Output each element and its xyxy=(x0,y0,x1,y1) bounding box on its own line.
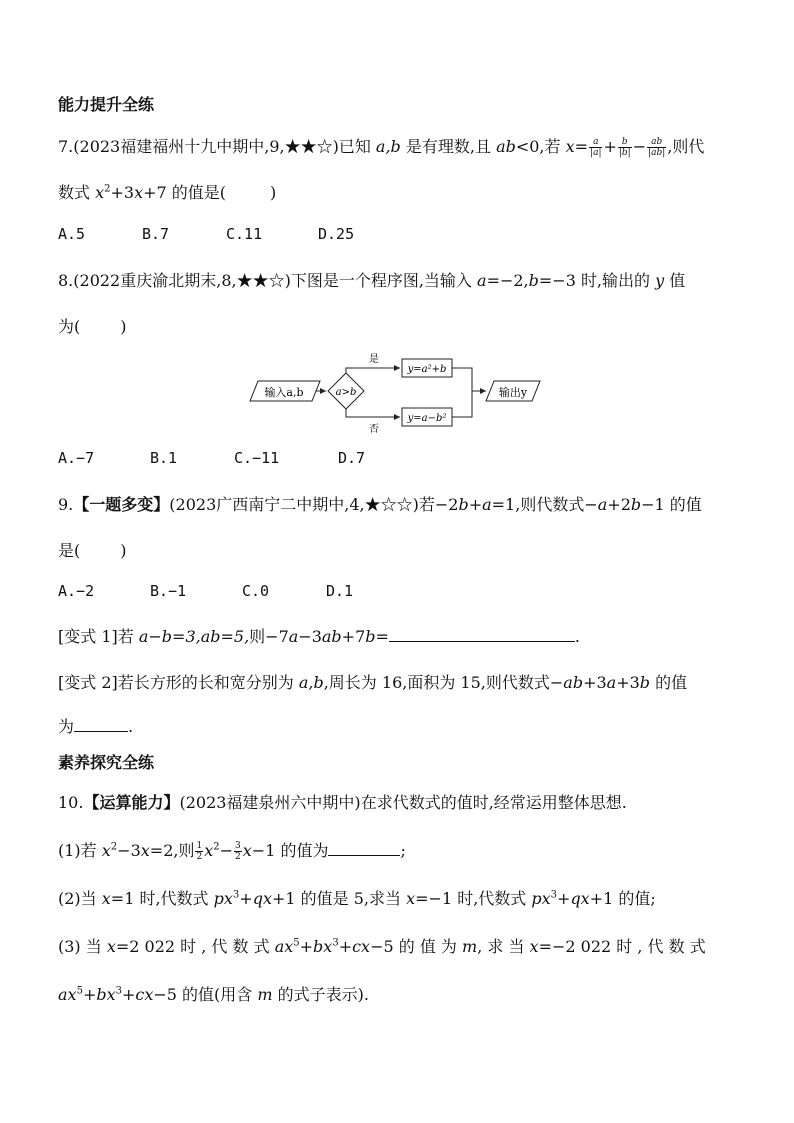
q9-var: ab xyxy=(321,627,342,646)
q8-text: 值 xyxy=(664,271,686,290)
q9-text: 若−2 xyxy=(418,495,459,514)
q7-fraction-2 xyxy=(618,137,632,158)
q9-tag: 【一题多变】 xyxy=(73,495,170,514)
q9-option-c: C.0 xyxy=(242,582,270,600)
q9-text: −3 xyxy=(298,627,322,646)
q10-fraction-1 xyxy=(195,841,203,862)
q8-options xyxy=(58,449,365,467)
q10-var: px xyxy=(213,889,233,908)
q9-text: +3 xyxy=(583,673,607,692)
q9-line1 xyxy=(58,492,702,515)
q8-option-b: B.1 xyxy=(150,449,178,467)
q10-text: + xyxy=(82,985,97,1004)
q9-text: +7 xyxy=(341,627,366,646)
frac-num: a xyxy=(589,137,602,148)
q10-part-3-line2 xyxy=(58,982,369,1005)
frac-num: b xyxy=(618,137,632,148)
frac-num: ab xyxy=(647,137,666,148)
q9-number: 9. xyxy=(58,495,74,514)
q10-text: =−1 时,代数式 xyxy=(415,889,532,908)
q9-text: [变式 1]若 xyxy=(58,627,139,646)
q7-option-a: A.5 xyxy=(58,225,86,243)
q9-var: b xyxy=(458,495,469,514)
frac-num: 1 xyxy=(196,841,203,851)
q9-var: ab xyxy=(563,673,584,692)
q10-var: m xyxy=(257,985,273,1004)
q9-text: ,周长为 16,面积为 15,则代数式− xyxy=(323,673,564,692)
q10-var: px xyxy=(531,889,551,908)
q9-option-b: B.−1 xyxy=(150,582,187,600)
q9-text: +3 xyxy=(616,673,640,692)
q9-var: b xyxy=(639,673,651,692)
q10-text: + xyxy=(299,937,314,956)
q9-text: [变式 2]若长方形的长和宽分别为 xyxy=(58,673,299,692)
q9-options xyxy=(58,582,353,600)
q9-text: =1,则代数式− xyxy=(491,495,598,514)
q10-part-2 xyxy=(58,886,656,909)
q9-text: . xyxy=(128,717,134,736)
q9-variant-2 xyxy=(58,670,687,693)
q8-number: 8. xyxy=(58,271,74,290)
q10-var: bx xyxy=(313,937,333,956)
q7-text: +3 xyxy=(110,183,135,202)
q10-text: −5 的 值 为 xyxy=(370,937,463,956)
q8-text: 下图是一个程序图,当输入 xyxy=(290,271,478,290)
q9-text: + xyxy=(468,495,483,514)
flow-arrow-no xyxy=(346,409,400,417)
flow-top-label: y=a²+b xyxy=(407,364,447,375)
q10-text: + xyxy=(239,889,253,908)
q10-var: qx xyxy=(252,889,272,908)
flow-bottom-label: y=a−b² xyxy=(407,413,447,424)
q10-part-3 xyxy=(58,934,706,957)
q7-var: x xyxy=(565,137,575,156)
q10-exp: 3 xyxy=(332,937,339,949)
q10-text: , 求 当 xyxy=(477,937,530,956)
q10-exp: 3 xyxy=(115,985,122,997)
q7-option-b: B.7 xyxy=(142,225,170,243)
flow-yes-label: 是 xyxy=(369,354,379,365)
q8-option-c: C.−11 xyxy=(234,449,280,467)
q10-exp: 5 xyxy=(293,937,300,949)
q9-text: +2 xyxy=(607,495,631,514)
q8-line2 xyxy=(58,314,127,337)
q10-line1 xyxy=(58,790,627,813)
q10-var: x xyxy=(204,841,214,860)
frac-den: 2 xyxy=(196,852,203,862)
q9-text: = xyxy=(375,627,389,646)
q8-source: (2022重庆渝北期末,8,★★☆) xyxy=(73,271,291,290)
q7-fraction-3 xyxy=(647,137,666,158)
q9-var: b xyxy=(365,627,376,646)
q10-text: − xyxy=(219,841,234,860)
answer-blank[interactable] xyxy=(74,717,128,732)
q9-var: a xyxy=(597,495,608,514)
q9-var: a−b=3,ab=5, xyxy=(138,627,250,646)
q10-part-1 xyxy=(58,838,406,862)
q9-text: ) xyxy=(120,541,127,560)
q10-exp: 5 xyxy=(76,985,83,997)
q7-options xyxy=(58,225,354,243)
q10-var: x xyxy=(101,889,111,908)
q7-option-d: D.25 xyxy=(318,225,355,243)
q10-text: +1 的值; xyxy=(589,889,656,908)
q10-var: ax xyxy=(274,937,294,956)
q10-text: −5 的值(用含 xyxy=(153,985,258,1004)
q8-text: 为( xyxy=(58,317,81,336)
frac-den: |ab| xyxy=(648,148,666,158)
q7-exp: 2 xyxy=(104,183,111,195)
q10-var: m xyxy=(462,937,478,956)
q7-var: a,b xyxy=(375,137,401,156)
q7-number: 7. xyxy=(58,137,74,156)
q7-source: (2023福建福州十九中期中,9,★★☆) xyxy=(73,137,339,156)
q7-text: ) xyxy=(270,183,277,202)
q7-fraction-1 xyxy=(589,137,602,158)
q10-var: cx xyxy=(352,937,371,956)
flow-input-label: 输入a,b xyxy=(264,386,304,399)
q8-var: y xyxy=(655,271,665,290)
q10-var: x xyxy=(406,889,416,908)
q7-text: = xyxy=(574,137,589,156)
flow-arrow-yes xyxy=(346,368,400,373)
q9-line2 xyxy=(58,538,127,561)
q10-text: ; xyxy=(400,841,406,860)
frac-num: 3 xyxy=(235,841,241,851)
q8-var: a xyxy=(477,271,487,290)
q7-option-c: C.11 xyxy=(226,225,263,243)
answer-blank[interactable] xyxy=(328,841,400,856)
q9-text: . xyxy=(574,627,581,646)
q7-text: − xyxy=(632,137,647,156)
q7-text: <0,若 xyxy=(515,137,566,156)
q10-text: (1)若 xyxy=(58,841,102,860)
q7-line2 xyxy=(58,180,276,203)
q7-var: x xyxy=(95,183,105,202)
q10-var: x xyxy=(106,937,116,956)
q8-var: b xyxy=(528,271,539,290)
q10-source: (2023福建泉州六中期中) xyxy=(179,793,361,812)
q8-text: =−3 时,输出的 xyxy=(538,271,656,290)
q9-text: 的值 xyxy=(650,673,688,692)
q7-text: + xyxy=(603,137,617,156)
q9-text: 则−7 xyxy=(249,627,289,646)
q9-var: a xyxy=(288,627,299,646)
q7-text: +7 的值是( xyxy=(143,183,227,202)
q10-var: bx xyxy=(96,985,116,1004)
q8-option-d: D.7 xyxy=(338,449,366,467)
answer-blank[interactable] xyxy=(389,627,575,642)
q8-line1 xyxy=(58,268,685,291)
q7-text: 是有理数,且 xyxy=(400,137,497,156)
q10-text: =1 时,代数式 xyxy=(110,889,214,908)
q7-line1 xyxy=(58,134,704,158)
q8-text: =−2, xyxy=(486,271,529,290)
q9-variant-1 xyxy=(58,624,580,647)
q9-var: a,b xyxy=(298,673,324,692)
q10-text: (3) 当 xyxy=(58,937,107,956)
flow-merge-top xyxy=(452,368,472,391)
q10-var: ax xyxy=(58,985,77,1004)
q10-exp: 3 xyxy=(232,889,240,901)
q10-text: 的式子表示). xyxy=(272,985,369,1004)
q7-text: 已知 xyxy=(338,137,376,156)
q10-var: x xyxy=(242,841,252,860)
q10-text: 在求代数式的值时,经常运用整体思想. xyxy=(360,793,627,812)
q10-text: =−2 022 时 , 代 数 式 xyxy=(538,937,706,956)
frac-den: |a| xyxy=(590,148,602,158)
flow-merge-bottom xyxy=(452,391,472,417)
section-title-literacy: 素养探究全练 xyxy=(58,753,155,772)
q10-text: −3 xyxy=(117,841,141,860)
frac-den: 2 xyxy=(235,852,241,862)
q9-var: a xyxy=(606,673,617,692)
q10-fraction-2 xyxy=(234,841,242,862)
q10-var: cx xyxy=(135,985,154,1004)
flow-decision-label: a>b xyxy=(335,387,357,398)
q9-source: (2023广西南宁二中期中,4,★☆☆) xyxy=(169,495,419,514)
frac-den: |b| xyxy=(618,148,631,158)
q10-var: x xyxy=(529,937,539,956)
q7-text: ,则代 xyxy=(667,137,705,156)
flow-output-label: 输出y xyxy=(498,386,528,399)
q8-option-a: A.−7 xyxy=(58,449,95,467)
q10-text: + xyxy=(338,937,353,956)
section-title-ability: 能力提升全练 xyxy=(58,95,155,114)
q8-flowchart xyxy=(240,350,560,436)
q10-text: (2)当 xyxy=(58,889,102,908)
q10-var: x xyxy=(140,841,150,860)
q10-exp: 2 xyxy=(213,841,220,853)
q7-var: ab xyxy=(496,137,516,156)
q10-text: + xyxy=(121,985,136,1004)
q10-text: =2,则 xyxy=(149,841,195,860)
q9-text: 是( xyxy=(58,541,81,560)
q10-tag: 【运算能力】 xyxy=(83,793,180,812)
q9-option-a: A.−2 xyxy=(58,582,95,600)
q9-text: −1 的值 xyxy=(641,495,702,514)
q9-text: 为 xyxy=(58,717,75,736)
q9-variant-2-line2 xyxy=(58,714,133,737)
q7-var: x xyxy=(134,183,144,202)
q10-var: x xyxy=(101,841,111,860)
q9-var: b xyxy=(630,495,642,514)
q10-exp: 3 xyxy=(550,889,558,901)
q10-text: =2 022 时 , 代 数 式 xyxy=(115,937,275,956)
q8-text: ) xyxy=(120,317,127,336)
q9-option-d: D.1 xyxy=(326,582,354,600)
flow-no-label: 否 xyxy=(369,424,379,435)
q10-exp: 2 xyxy=(110,841,118,853)
q10-text: −1 的值为 xyxy=(251,841,329,860)
q9-var: a xyxy=(482,495,492,514)
q7-text: 数式 xyxy=(58,183,96,202)
q10-var: qx xyxy=(570,889,590,908)
q10-number: 10. xyxy=(58,793,84,812)
q10-text: + xyxy=(557,889,571,908)
q10-text: +1 的值是 5,求当 xyxy=(271,889,407,908)
